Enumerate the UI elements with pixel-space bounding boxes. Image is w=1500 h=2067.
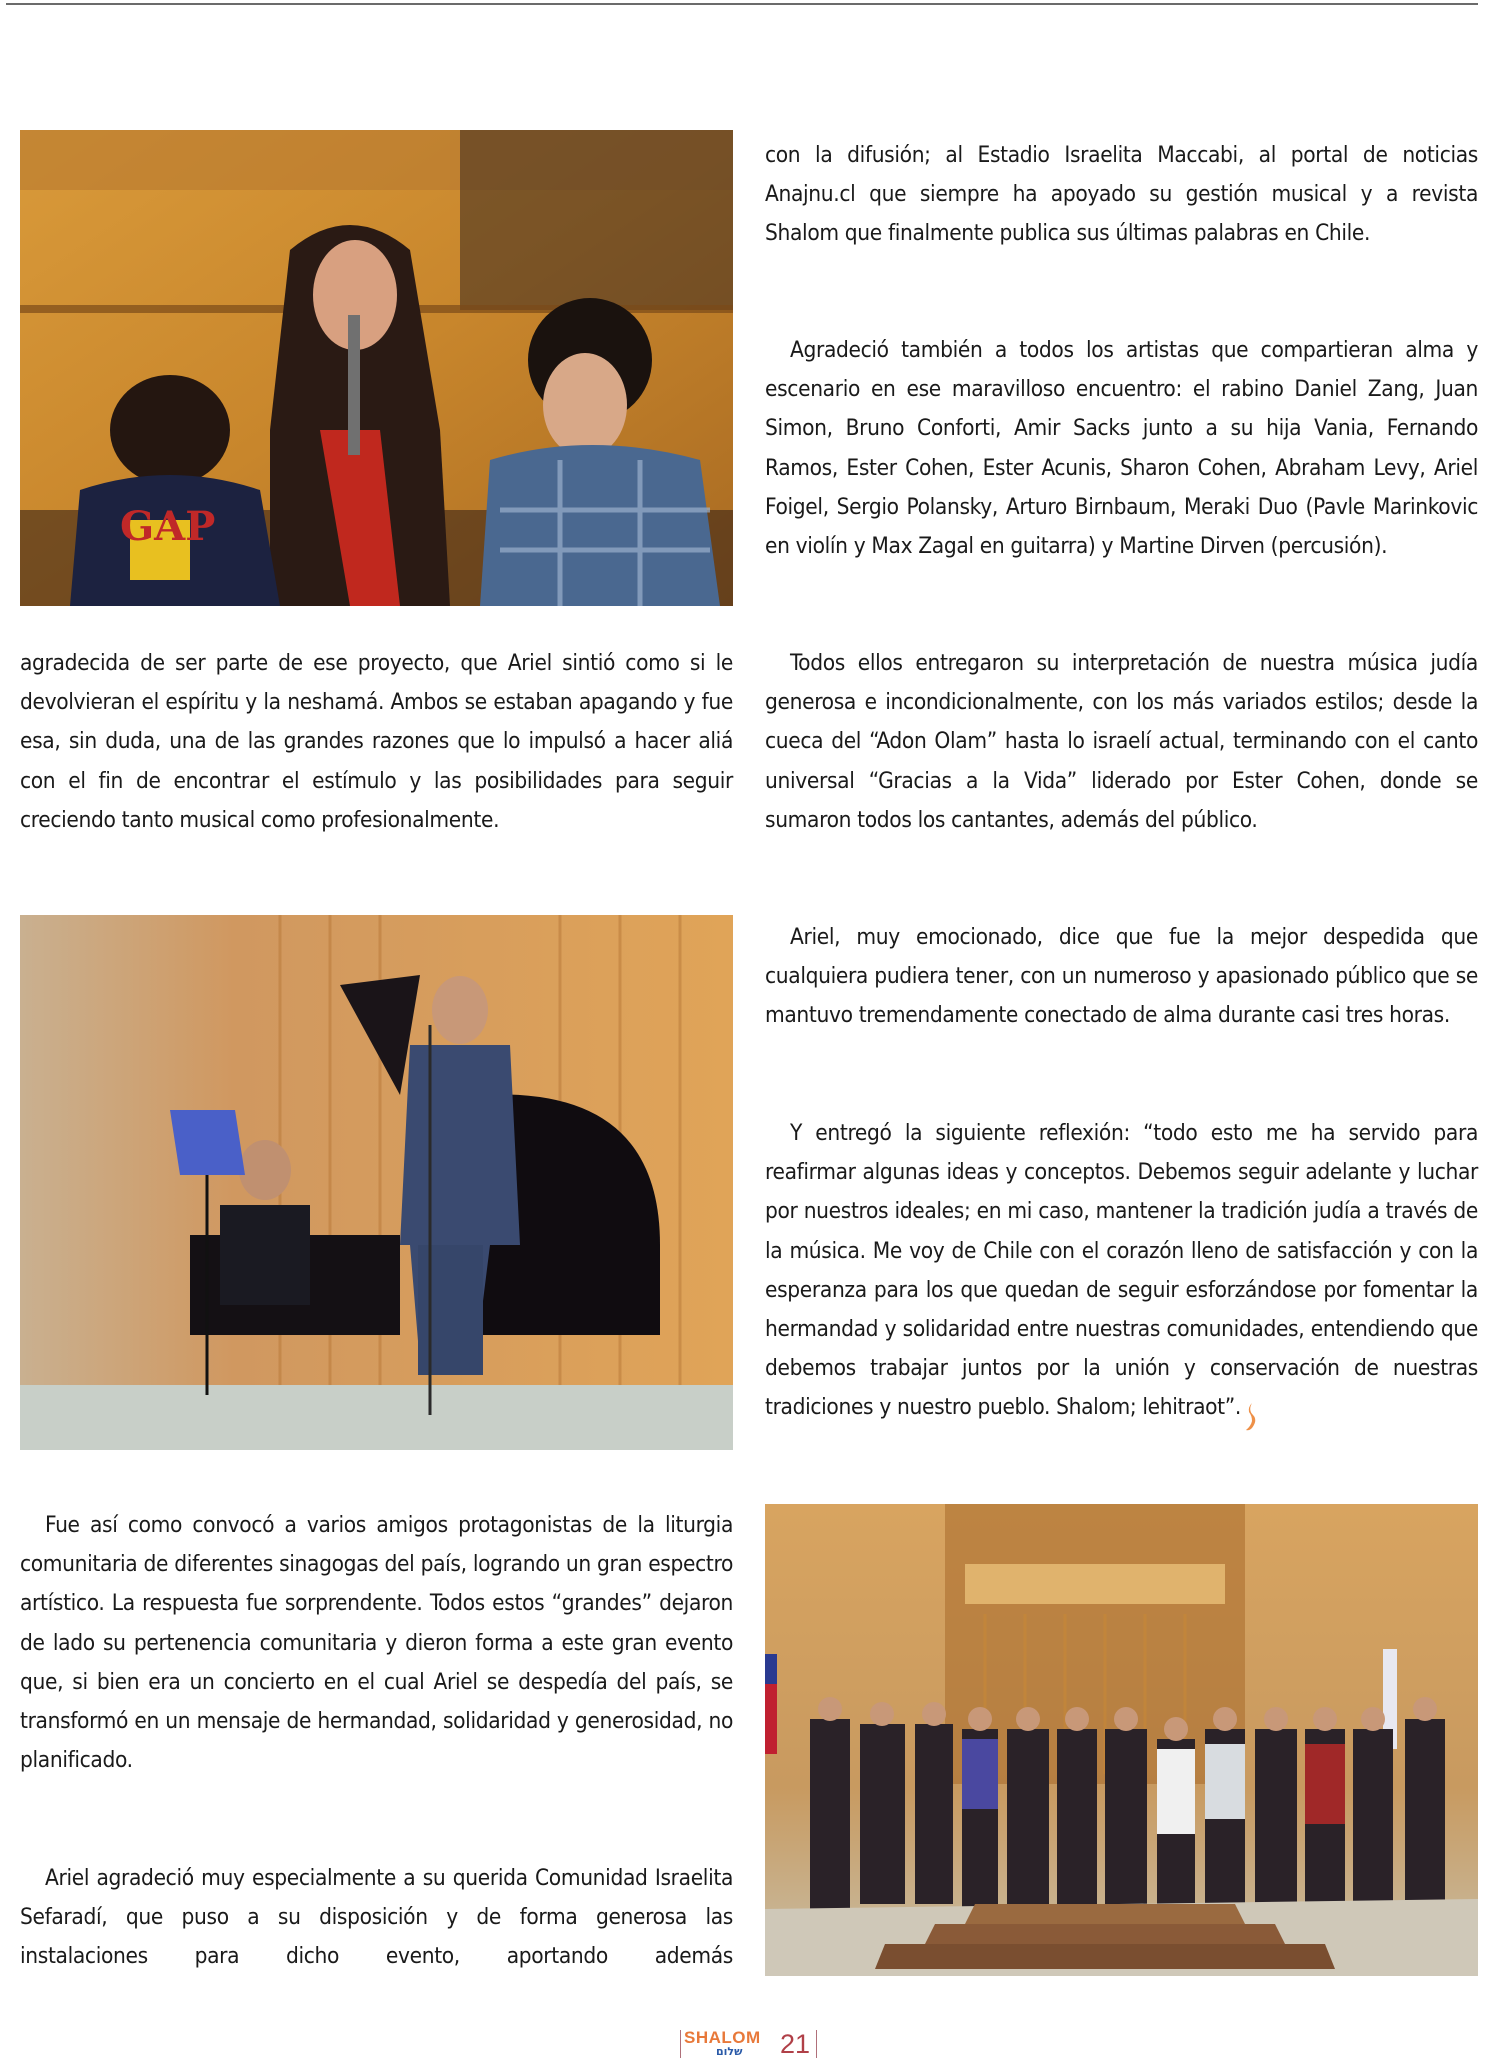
logo-text: SHALOM [684, 2028, 761, 2047]
article-paragraph [20, 1506, 733, 1780]
shalom-logo [684, 2028, 772, 2060]
photo-singer-and-pianist [20, 915, 733, 1450]
paragraph-text: Agradeció también a todos los artistas que compartieran alma y escenario en ese maravilloso encuentro: el rabino Daniel Zang, Juan Simon, Bruno Conforti, Amir Sacks junto a su hija Vania, Fernando Ramos, Ester Cohen, Ester Acunis, Sharon Cohen, Abraham Levy, Ariel Foigel, Sergio Polansky, Arturo Birnbaum, Meraki Duo (Pavle Marinkovic en violín y Max Zagal en guitarra) y Martine Dirven (percusión). [765, 337, 1478, 560]
photo-singer-with-children [20, 130, 733, 606]
footer-divider [816, 2030, 817, 2058]
paragraph-text: Todos ellos entregaron su interpretación de nuestra música judía generosa e incondicionalmente, con los más variados estilos; desde la cueca del “Adon Olam” hasta lo israelí actual, terminando con el canto universal “Gracias a la Vida” liderado por Ester Cohen, donde se sumaron todos los cantantes, además del público. [765, 650, 1478, 833]
page-footer [680, 2026, 817, 2062]
paragraph-text: Ariel agradeció muy especialmente a su querida Comunidad Israelita Sefaradí, que puso a su disposición y de forma generosa las instalaciones para dicho evento, aportando además [20, 1865, 733, 1970]
article-paragraph [20, 1859, 733, 1977]
paragraph-text: agradecida de ser parte de ese proyecto, que Ariel sintió como si le devolvieran el espíritu y la neshamá. Ambos se estaban apagando y fue esa, sin duda, una de las grandes razones que lo impulsó a hacer aliá con el fin de encontrar el estímulo y las posibilidades para seguir creciendo tanto musical como profesionalmente. [20, 650, 733, 833]
paragraph-text: Ariel, muy emocionado, dice que fue la mejor despedida que cualquiera pudiera tener, con un numeroso y apasionado público que se mantuvo tremendamente conectado de alma durante casi tres horas. [765, 924, 1478, 1029]
photo-group-on-stage [765, 1504, 1478, 1976]
page-number: 21 [780, 2028, 811, 2059]
article-paragraph [765, 136, 1478, 254]
paragraph-text: con la difusión; al Estadio Israelita Maccabi, al portal de noticias Anajnu.cl que siempre ha apoyado su gestión musical y a revista Shalom que finalmente publica sus últimas palabras en Chile. [765, 142, 1478, 247]
article-paragraph [765, 644, 1478, 840]
article-paragraph [765, 1114, 1478, 1432]
photo-shirt-lettering: GAP [120, 503, 216, 550]
paragraph-text: Fue así como convocó a varios amigos protagonistas de la liturgia comunitaria de diferentes sinagogas del país, logrando un gran espectro artístico. La respuesta fue sorprendente. Todos estos “grandes” dejaron de lado su pertenencia comunitaria y dieron forma a este gran evento que, si bien era un concierto en el cual Ariel se despedía del país, se transformó en un mensaje de hermandad, solidaridad y generosidad, no planificado. [20, 1512, 733, 1774]
article-paragraph [765, 331, 1478, 566]
footer-divider [680, 2030, 681, 2058]
end-of-article-icon [1243, 1402, 1259, 1432]
header-rule [6, 3, 1478, 5]
logo-hebrew-text: שלום [716, 2045, 743, 2058]
paragraph-text: Y entregó la siguiente reflexión: “todo esto me ha servido para reafirmar algunas ideas y conceptos. Debemos seguir adelante y luchar por nuestros ideales; en mi caso, mantener la tradición judía a través de la música. Me voy de Chile con el corazón lleno de satisfacción y con la esperanza para los que quedan de seguir esforzándose por fomentar la hermandad y solidaridad entre nuestras comunidades, entendiendo que debemos trabajar juntos por la unión y conservación de nuestras tradiciones y nuestro pueblo. Shalom; lehitraot”. [765, 1120, 1478, 1421]
article-paragraph [765, 918, 1478, 1036]
article-paragraph [20, 644, 733, 840]
